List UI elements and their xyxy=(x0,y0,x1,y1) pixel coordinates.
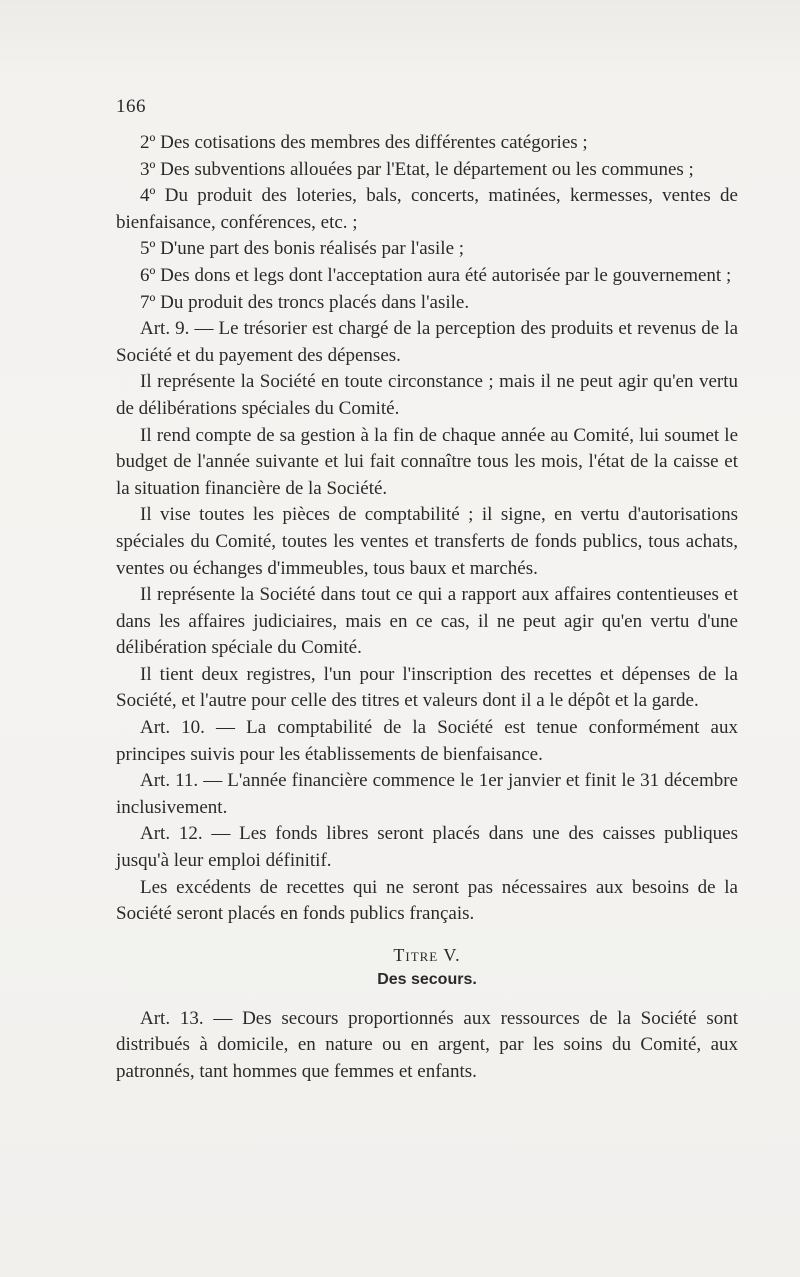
section-heading xyxy=(116,942,738,992)
section-subtitle: Des secours. xyxy=(377,970,477,988)
paragraph-troncs: 7º Du produit des troncs placés dans l'asile. xyxy=(140,291,470,313)
paragraph-art-13: Art. 13. — Des secours proportionnés aux ressources de la Société sont distribués à domicile, en nature ou en argent, par les soins du Comité, aux patronnés, tant hommes que femmes et enfants. xyxy=(116,1007,738,1082)
paragraph-rend-compte: Il rend compte de sa gestion à la fin de chaque année au Comité, lui soumet le budget de l'année suivante et lui fait connaître tous les mois, l'état de la caisse et la situation financière de la Société. xyxy=(116,424,738,499)
paragraph-art-12: Art. 12. — Les fonds libres seront placés dans une des caisses publiques jusqu'à leur emploi définitif. xyxy=(116,823,738,872)
paragraph-loteries: 4º Du produit des loteries, bals, concerts, matinées, kermesses, ventes de bienfaisance, conférences, etc. ; xyxy=(116,185,738,233)
paragraph-art-9: Art. 9. — Le trésorier est chargé de la perception des produits et revenus de la Société et du payement des dépenses. xyxy=(116,318,738,366)
paragraph-art-10: Art. 10. — La comptabilité de la Société est tenue conformément aux principes suivis pour les établissements de bienfaisance. xyxy=(116,717,738,765)
paragraph-art-11: Art. 11. — L'année financière commence le 1er janvier et finit le 31 décembre inclusivement. xyxy=(116,770,738,818)
paragraph-subventions: 3º Des subventions allouées par l'Etat, le département ou les communes ; xyxy=(140,158,694,180)
paragraph-registres: Il tient deux registres, l'un pour l'inscription des recettes et dépenses de la Société, et l'autre pour celle des titres et valeurs dont il a le dépôt et la garde. xyxy=(116,663,738,712)
paragraph-dons-legs: 6º Des dons et legs dont l'acceptation aura été autorisée par le gouvernement ; xyxy=(140,264,732,286)
paragraph-bonis: 5º D'une part des bonis réalisés par l'asile ; xyxy=(140,238,465,260)
body-text xyxy=(116,130,738,1086)
section-title: Titre V. xyxy=(393,944,461,965)
page-number: 166 xyxy=(116,96,146,117)
paragraph-cotisations: 2º Des cotisations des membres des différentes catégories ; xyxy=(140,132,588,153)
paragraph-contentieuses: Il représente la Société dans tout ce qui a rapport aux affaires contentieuses et dans les affaires judiciaires, mais en ce cas, il ne peut agir qu'en vertu d'une délibération spéciale du Comité. xyxy=(116,584,738,659)
paragraph-excedents: Les excédents de recettes qui ne seront pas nécessaires aux besoins de la Société seront placés en fonds publics français. xyxy=(116,876,738,925)
paragraph-represente: Il représente la Société en toute circonstance ; mais il ne peut agir qu'en vertu de délibérations spéciales du Comité. xyxy=(116,371,738,419)
paragraph-vise: Il vise toutes les pièces de comptabilité ; il signe, en vertu d'autorisations spéciales du Comité, toutes les ventes et transferts de fonds publics, tous achats, ventes ou échanges d'immeubles, tous baux et marchés. xyxy=(116,504,738,579)
